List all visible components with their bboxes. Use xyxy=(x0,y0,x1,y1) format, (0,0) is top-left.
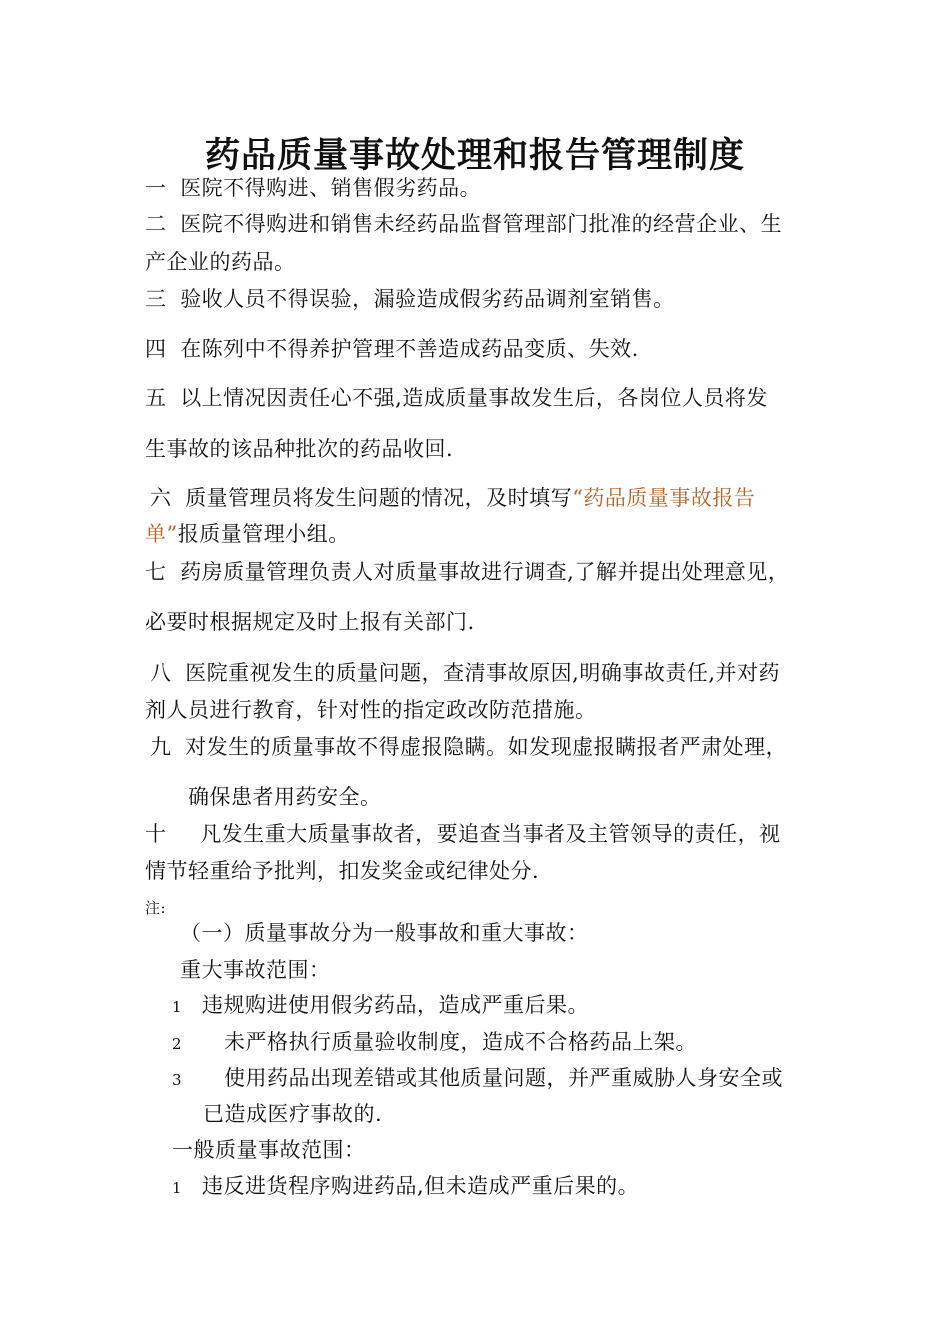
rule-item-6 xyxy=(150,488,755,509)
rule-item-9 xyxy=(150,737,787,758)
general-incident-item xyxy=(172,1176,639,1197)
report-form-name-end: 单” xyxy=(145,522,178,546)
rule-text: 医院重视发生的质量问题，查清事故原因,明确事故责任,并对药 xyxy=(185,661,781,685)
rule-text-continuation: 情节轻重给予批判，扣发奖金或纪律处分. xyxy=(145,859,540,883)
rule-number: 三 xyxy=(145,287,167,311)
rule-item-8 xyxy=(150,663,780,684)
general-incident-heading: 一般质量事故范围： xyxy=(172,1138,366,1162)
major-incident-item xyxy=(172,1032,697,1053)
rule-text-continuation: 剂人员进行教育，针对性的指定政改防范措施。 xyxy=(145,698,597,722)
rule-text: 凡发生重大质量事故者，要追查当事者及主管领导的责任，视 xyxy=(200,822,781,846)
rule-text: 质量管理员将发生问题的情况，及时填写 xyxy=(185,486,573,510)
rule-text: 报质量管理小组。 xyxy=(177,522,350,546)
note-label: 注: xyxy=(145,899,167,917)
item-text: 未严格执行质量验收制度，造成不合格药品上架。 xyxy=(224,1030,697,1054)
rule-item-3 xyxy=(145,289,675,310)
item-text: 违反进货程序购进药品,但未造成严重后果的。 xyxy=(202,1174,640,1198)
rule-item-2 xyxy=(145,214,782,235)
rule-number: 二 xyxy=(145,212,167,236)
rule-item-7 xyxy=(145,562,789,583)
rule-item-4 xyxy=(145,339,639,360)
rule-text-continuation: 必要时根据规定及时上报有关部门. xyxy=(145,610,475,634)
item-text: 使用药品出现差错或其他质量问题，并严重威胁人身安全或 xyxy=(224,1066,783,1090)
rule-text-continuation xyxy=(145,524,350,545)
major-incident-item xyxy=(172,1068,783,1089)
item-text-continuation: 已造成医疗事故的. xyxy=(203,1102,383,1126)
report-form-name: “药品质量事故报告 xyxy=(572,486,756,510)
major-incident-item xyxy=(172,995,589,1016)
rule-text-continuation: 产企业的药品。 xyxy=(145,250,296,274)
item-number: 1 xyxy=(172,998,183,1016)
rule-number: 七 xyxy=(145,560,167,584)
rule-number: 八 xyxy=(150,661,172,685)
item-number: 3 xyxy=(172,1071,183,1089)
document-title: 药品质量事故处理和报告管理制度 xyxy=(204,136,745,176)
rule-item-10 xyxy=(145,824,781,845)
rule-text: 对发生的质量事故不得虚报隐瞒。如发现虚报瞒报者严肃处理， xyxy=(185,735,788,759)
rule-item-5 xyxy=(145,388,768,409)
rule-number: 四 xyxy=(145,337,167,361)
item-number: 2 xyxy=(172,1035,183,1053)
note-category-line: （一）质量事故分为一般事故和重大事故： xyxy=(180,921,589,945)
major-incident-heading: 重大事故范围： xyxy=(180,958,331,982)
rule-number: 九 xyxy=(150,735,172,759)
rule-number: 六 xyxy=(150,486,172,510)
rule-number: 五 xyxy=(145,386,167,410)
rule-text: 医院不得购进和销售未经药品监督管理部门批准的经营企业、生 xyxy=(180,212,783,236)
item-number: 1 xyxy=(172,1179,183,1197)
rule-text-continuation: 生事故的该品种批次的药品收回. xyxy=(145,437,454,461)
rule-text: 以上情况因责任心不强,造成质量事故发生后，各岗位人员将发 xyxy=(180,386,768,410)
rule-text: 验收人员不得误验，漏验造成假劣药品调剂室销售。 xyxy=(180,287,675,311)
rule-text: 药房质量管理负责人对质量事故进行调查,了解并提出处理意见， xyxy=(180,560,790,584)
rule-item-1 xyxy=(145,178,481,199)
rule-number: 一 xyxy=(145,176,167,200)
rule-text: 在陈列中不得养护管理不善造成药品变质、失效. xyxy=(180,337,639,361)
rule-text: 医院不得购进、销售假劣药品。 xyxy=(180,176,482,200)
item-text: 违规购进使用假劣药品，造成严重后果。 xyxy=(202,993,589,1017)
rule-number: 十 xyxy=(145,822,167,846)
rule-text-continuation: 确保患者用药安全。 xyxy=(188,785,382,809)
